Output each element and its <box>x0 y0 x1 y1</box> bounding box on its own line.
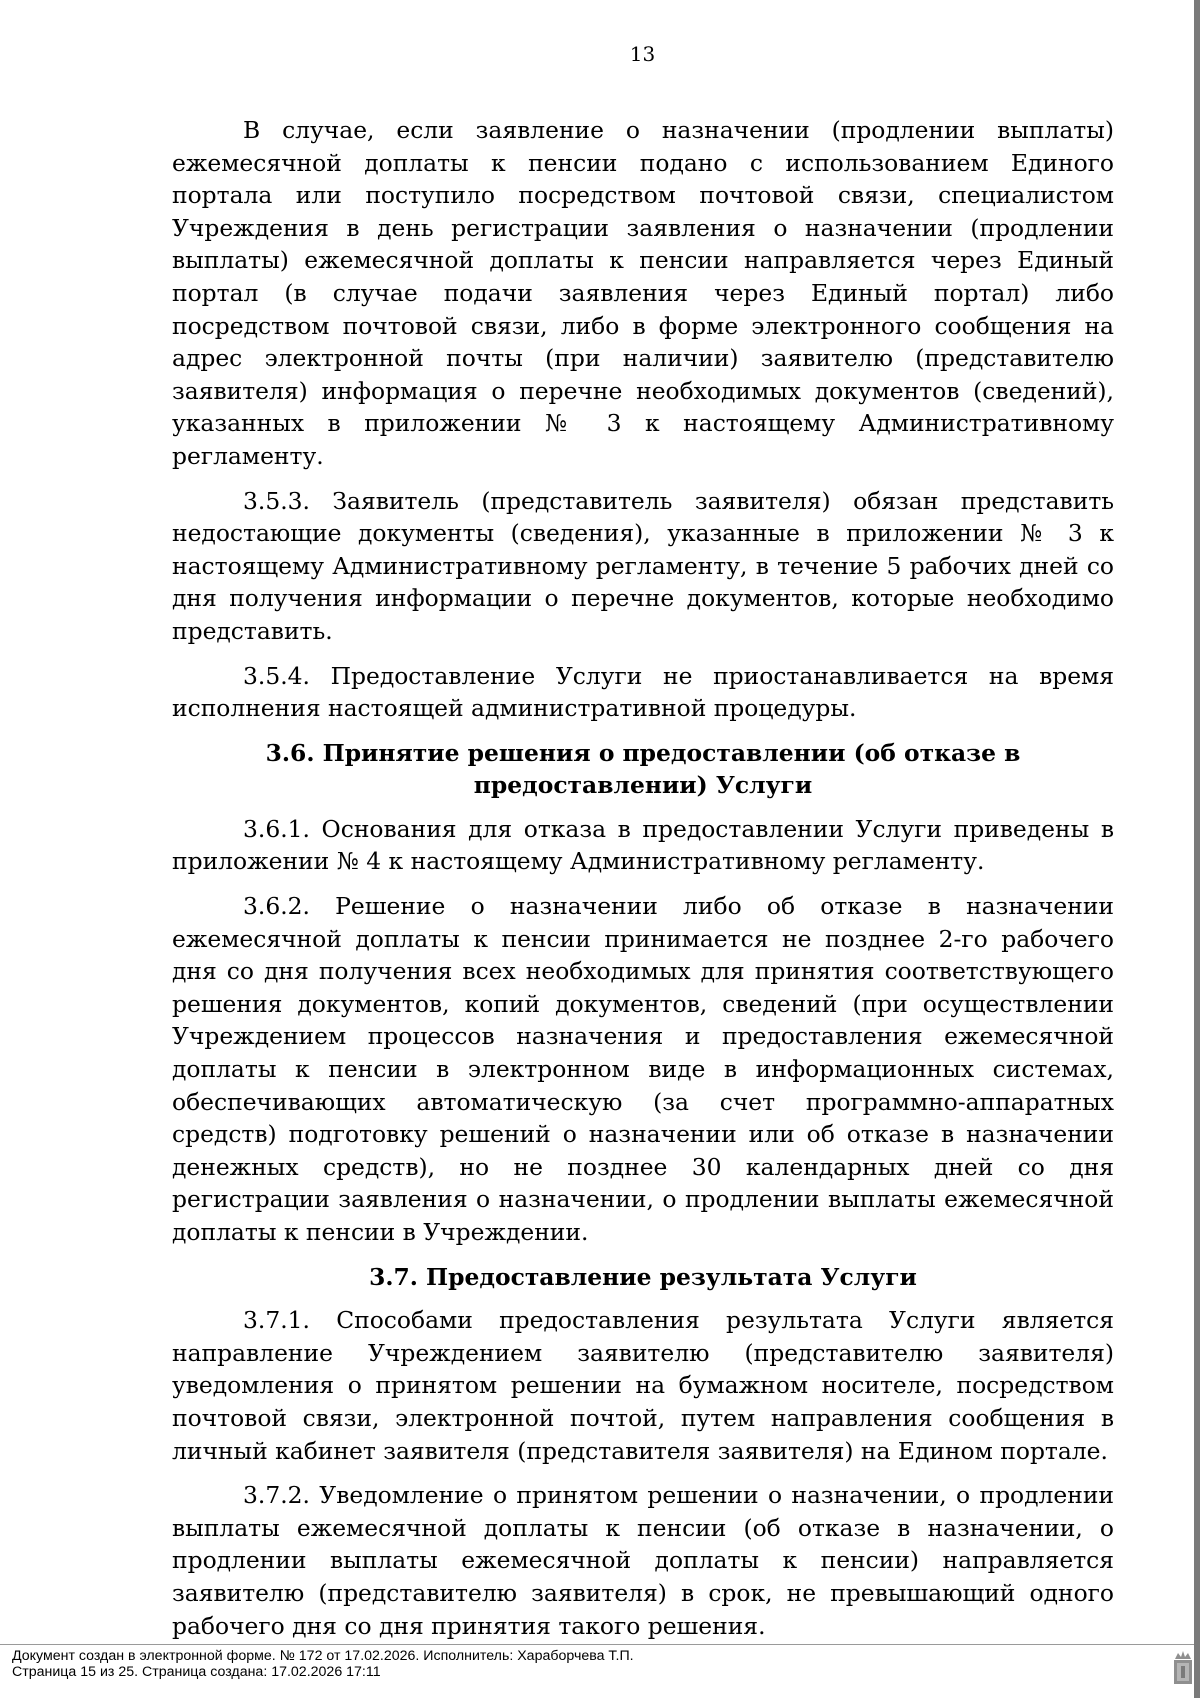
footer-divider <box>0 1644 1194 1645</box>
paragraph-3-7-2: 3.7.2. Уведомление о принятом решении о назначении, о продлении выплаты ежемесячной доплаты к пенсии (об отказе в назначении, о продлении выплаты ежемесячной доплаты к пенсии) направляется заявителю (представителю заявителя) в срок, не превышающий одного рабочего дня со дня принятия такого решения. <box>172 1481 1114 1640</box>
page-edge <box>1194 0 1200 1698</box>
paragraph-3-6-2: 3.6.2. Решение о назначении либо об отказе в назначении ежемесячной доплаты к пенсии принимается не позднее 2-го рабочего дня со дня получения всех необходимых для принятия соответствующего решения документов, копий документов, сведений (при осуществлении Учреждением процессов назначения и предоставления ежемесячной доплаты к пенсии в электронном виде в информационных системах, обеспечивающих автоматическую (за счет программно-аппаратных средств) подготовку решений о назначении или об отказе в назначении денежных средств), но не позднее 30 календарных дней со дня регистрации заявления о назначении, о продлении выплаты ежемесячной доплаты к пенсии в Учреждении. <box>172 892 1114 1246</box>
document-footer <box>12 1648 634 1680</box>
footer-line-document-info: Документ создан в электронной форме. № 172 от 17.02.2026. Исполнитель: Хараборчева Т.П. <box>12 1648 634 1664</box>
coat-of-arms-icon <box>1172 1650 1194 1686</box>
paragraph-3-5-4: 3.5.4. Предоставление Услуги не приостанавливается на время исполнения настоящей административной процедуры. <box>172 661 1114 723</box>
paragraph-3-5-3: 3.5.3. Заявитель (представитель заявителя) обязан представить недостающие документы (сведения), указанные в приложении № 3 к настоящему Административному регламенту, в течение 5 рабочих дней со дня получения информации о перечне документов, которые необходимо представить. <box>172 486 1114 645</box>
paragraph-3-7-1: 3.7.1. Способами предоставления результата Услуги является направление Учреждением заявителю (представителю заявителя) уведомления о принятом решении на бумажном носителе, посредством почтовой связи, электронной почтой, путем направления сообщения в личный кабинет заявителя (представителя заявителя) на Едином портале. <box>172 1306 1114 1465</box>
paragraph-3-6-1: 3.6.1. Основания для отказа в предоставлении Услуги приведены в приложении № 4 к настоящему Административному регламенту. <box>172 814 1114 876</box>
paragraph-3-5-2: В случае, если заявление о назначении (продлении выплаты) ежемесячной доплаты к пенсии подано с использованием Единого портала или поступило посредством почтовой связи, специалистом Учреждения в день регистрации заявления о назначении (продлении выплаты) ежемесячной доплаты к пенсии направляется через Единый портал (в случае подачи заявления через Единый портал) либо посредством почтовой связи, либо в форме электронного сообщения на адрес электронной почты (при наличии) заявителю (представителю заявителя) информация о перечне необходимых документов (сведений), указанных в приложении № 3 к настоящему Административному регламенту. <box>172 116 1114 470</box>
footer-line-page-info: Страница 15 из 25. Страница создана: 17.02.2026 17:11 <box>12 1664 381 1680</box>
section-heading-3-7: 3.7. Предоставление результата Услуги <box>369 1262 917 1291</box>
page-number: 13 <box>629 42 656 66</box>
document-body <box>172 114 1114 1654</box>
section-heading-3-6: 3.6. Принятие решения о предоставлении (об отказе в предоставлении) Услуги <box>265 738 1021 800</box>
